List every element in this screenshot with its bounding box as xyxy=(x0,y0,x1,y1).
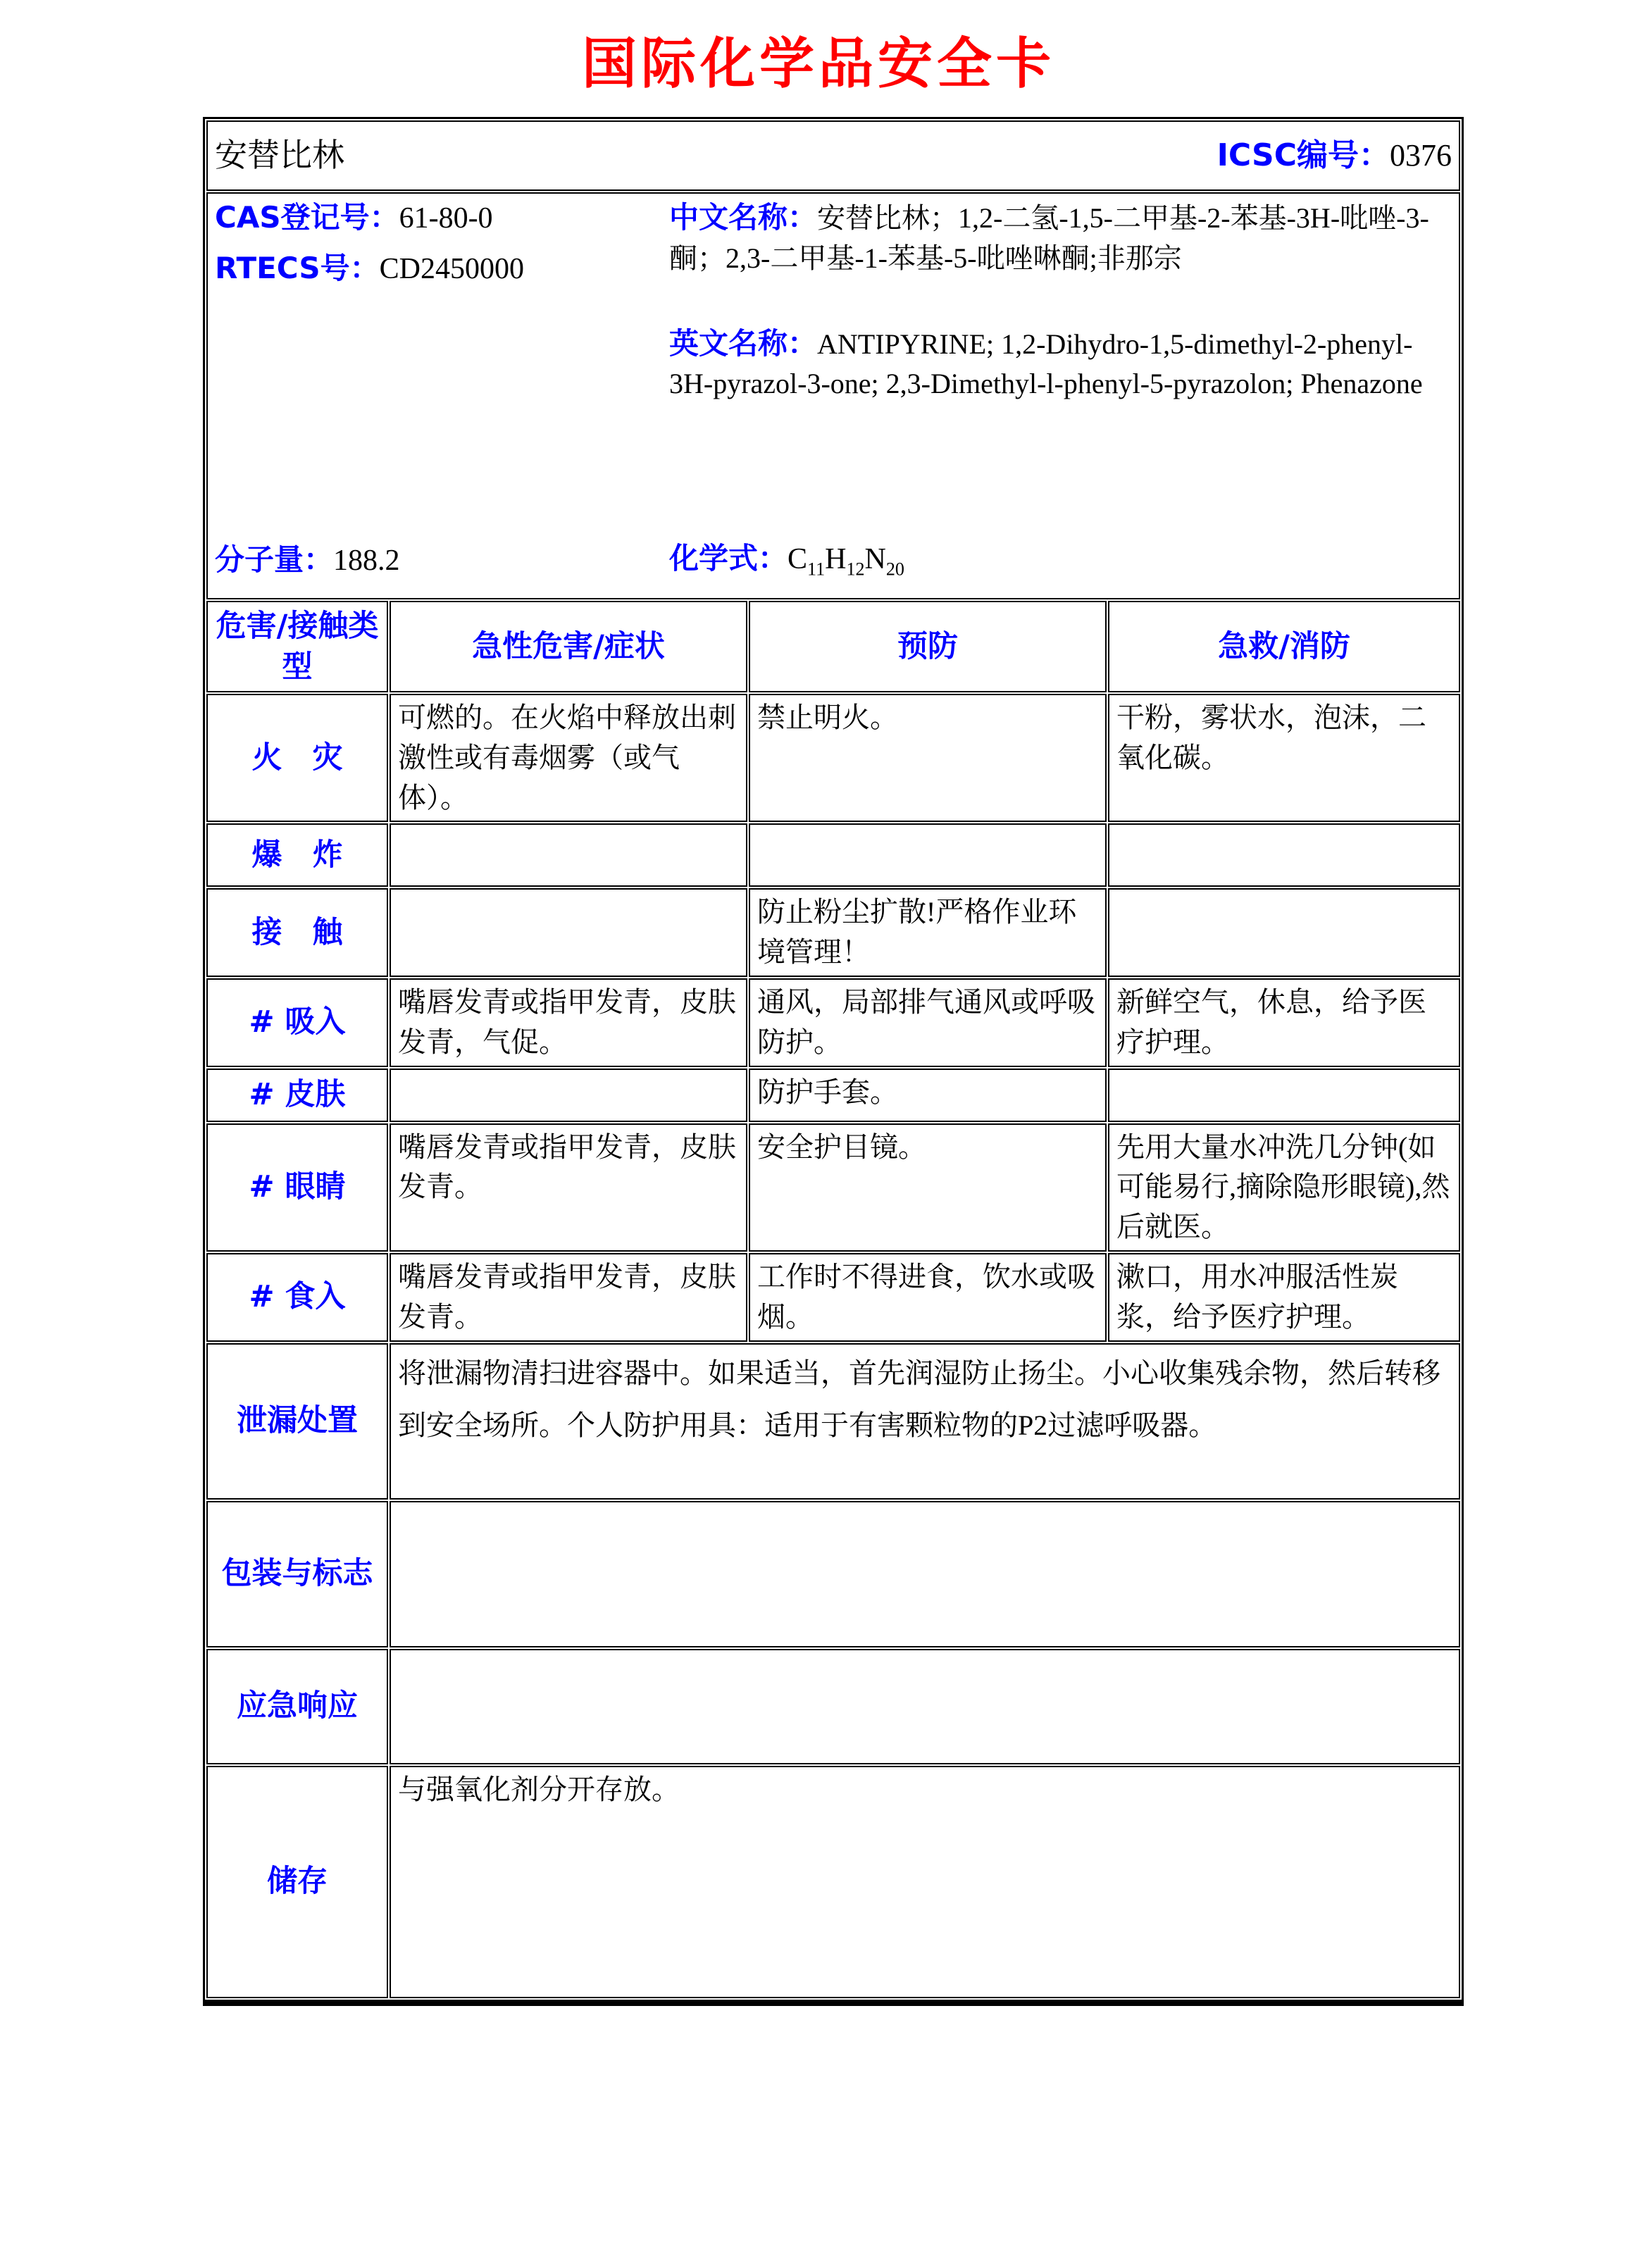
emergency-content xyxy=(390,1649,1460,1764)
table-row xyxy=(206,1649,1460,1764)
cas-label: CAS登记号： xyxy=(215,200,399,235)
chemical-names xyxy=(669,197,1452,537)
chemical-formula-label: 化学式： xyxy=(669,540,788,575)
row-label-contact: 接 触 xyxy=(206,888,388,977)
icsc-number-value: 0376 xyxy=(1390,137,1452,173)
card-header-cell xyxy=(206,120,1460,191)
ingestion-prevention: 工作时不得进食，饮水或吸烟。 xyxy=(749,1253,1107,1342)
explosion-firstaid xyxy=(1108,823,1460,887)
row-label-explosion: 爆 炸 xyxy=(206,823,388,887)
ingestion-symptoms: 嘴唇发青或指甲发青，皮肤发青。 xyxy=(390,1253,747,1342)
column-header-symptoms: 急性危害/症状 xyxy=(390,601,747,692)
fire-prevention: 禁止明火。 xyxy=(749,694,1107,822)
explosion-symptoms xyxy=(390,823,747,887)
row-label-ingestion: # 食入 xyxy=(206,1253,388,1342)
table-row xyxy=(206,823,1460,887)
storage-content: 与强氧化剂分开存放。 xyxy=(390,1766,1460,1998)
skin-symptoms xyxy=(390,1068,747,1122)
table-row xyxy=(206,1123,1460,1252)
contact-firstaid xyxy=(1108,888,1460,977)
english-name-label: 英文名称： xyxy=(669,325,818,361)
eyes-firstaid: 先用大量水冲洗几分钟(如可能易行,摘除隐形眼镜),然后就医。 xyxy=(1108,1123,1460,1252)
row-label-eyes: # 眼睛 xyxy=(206,1123,388,1252)
chinese-name-value: 安替比林；1,2-二氢-1,5-二甲基-2-苯基-3H-吡唑-3-酮；2,3-二甲基-1-苯基-5-吡唑啉酮;非那宗 xyxy=(669,202,1429,274)
rtecs-value: CD2450000 xyxy=(379,252,525,285)
chemical-formula-value: $C_{11}H_{12}N_{20}$ xyxy=(788,542,904,580)
table-row xyxy=(206,978,1460,1067)
inhalation-symptoms: 嘴唇发青或指甲发青，皮肤发青，气促。 xyxy=(390,978,747,1067)
icsc-card-table xyxy=(203,117,1464,2006)
row-label-inhalation: # 吸入 xyxy=(206,978,388,1067)
spillage-content: 将泄漏物清扫进容器中。如果适当，首先润湿防止扬尘。小心收集残余物，然后转移到安全场所。个人防护用具：适用于有害颗粒物的P2过滤呼吸器。 xyxy=(390,1343,1460,1500)
row-label-packaging: 包装与标志 xyxy=(206,1501,388,1647)
row-label-spillage: 泄漏处置 xyxy=(206,1343,388,1500)
inhalation-prevention: 通风，局部排气通风或呼吸防护。 xyxy=(749,978,1107,1067)
skin-prevention: 防护手套。 xyxy=(749,1068,1107,1122)
registry-numbers xyxy=(215,197,669,537)
table-row xyxy=(206,694,1460,822)
row-label-skin: # 皮肤 xyxy=(206,1068,388,1122)
row-label-emergency: 应急响应 xyxy=(206,1649,388,1764)
column-header-prevention: 预防 xyxy=(749,601,1107,692)
molecular-weight-value: 188.2 xyxy=(333,544,400,578)
icsc-number-label: ICSC编号： xyxy=(1216,137,1390,173)
icsc-number xyxy=(1217,134,1452,177)
chinese-name-label: 中文名称： xyxy=(669,200,818,235)
ingestion-firstaid: 漱口，用水冲服活性炭浆，给予医疗护理。 xyxy=(1108,1253,1460,1342)
row-label-fire: 火 灾 xyxy=(206,694,388,822)
molecular-weight-label: 分子量： xyxy=(215,542,334,578)
page-title: 国际化学品安全卡 xyxy=(581,33,1055,94)
contact-prevention: 防止粉尘扩散!严格作业环境管理！ xyxy=(749,888,1107,977)
eyes-symptoms: 嘴唇发青或指甲发青，皮肤发青。 xyxy=(390,1123,747,1252)
identifiers-cell xyxy=(206,192,1460,599)
column-header-hazard-type: 危害/接触类型 xyxy=(206,601,388,692)
eyes-prevention: 安全护目镜。 xyxy=(749,1123,1107,1252)
inhalation-firstaid: 新鲜空气，休息，给予医疗护理。 xyxy=(1108,978,1460,1067)
substance-name: 安替比林 xyxy=(215,137,344,174)
table-row xyxy=(206,1343,1460,1500)
molecular-weight xyxy=(215,539,669,595)
column-header-firstaid: 急救/消防 xyxy=(1108,601,1460,692)
rtecs-label: RTECS号： xyxy=(215,250,380,285)
table-row xyxy=(206,888,1460,977)
cas-value: 61-80-0 xyxy=(399,202,493,235)
skin-firstaid xyxy=(1108,1068,1460,1122)
row-label-storage: 储存 xyxy=(206,1766,388,1998)
table-row xyxy=(206,1766,1460,1998)
fire-symptoms: 可燃的。在火焰中释放出刺激性或有毒烟雾（或气体）。 xyxy=(390,694,747,822)
explosion-prevention xyxy=(749,823,1107,887)
contact-symptoms xyxy=(390,888,747,977)
fire-firstaid: 干粉，雾状水，泡沫，二氧化碳。 xyxy=(1108,694,1460,822)
packaging-content xyxy=(390,1501,1460,1647)
english-name-value: ANTIPYRINE; 1,2-Dihydro-1,5-dimethyl-2-phenyl-3H-pyrazol-3-one; 2,3-Dimethyl-l-phenyl-5-pyrazolon; Phenazone xyxy=(669,328,1423,400)
table-row xyxy=(206,1068,1460,1122)
table-row xyxy=(206,1253,1460,1342)
chemical-formula xyxy=(669,537,1452,595)
table-row xyxy=(206,1501,1460,1647)
